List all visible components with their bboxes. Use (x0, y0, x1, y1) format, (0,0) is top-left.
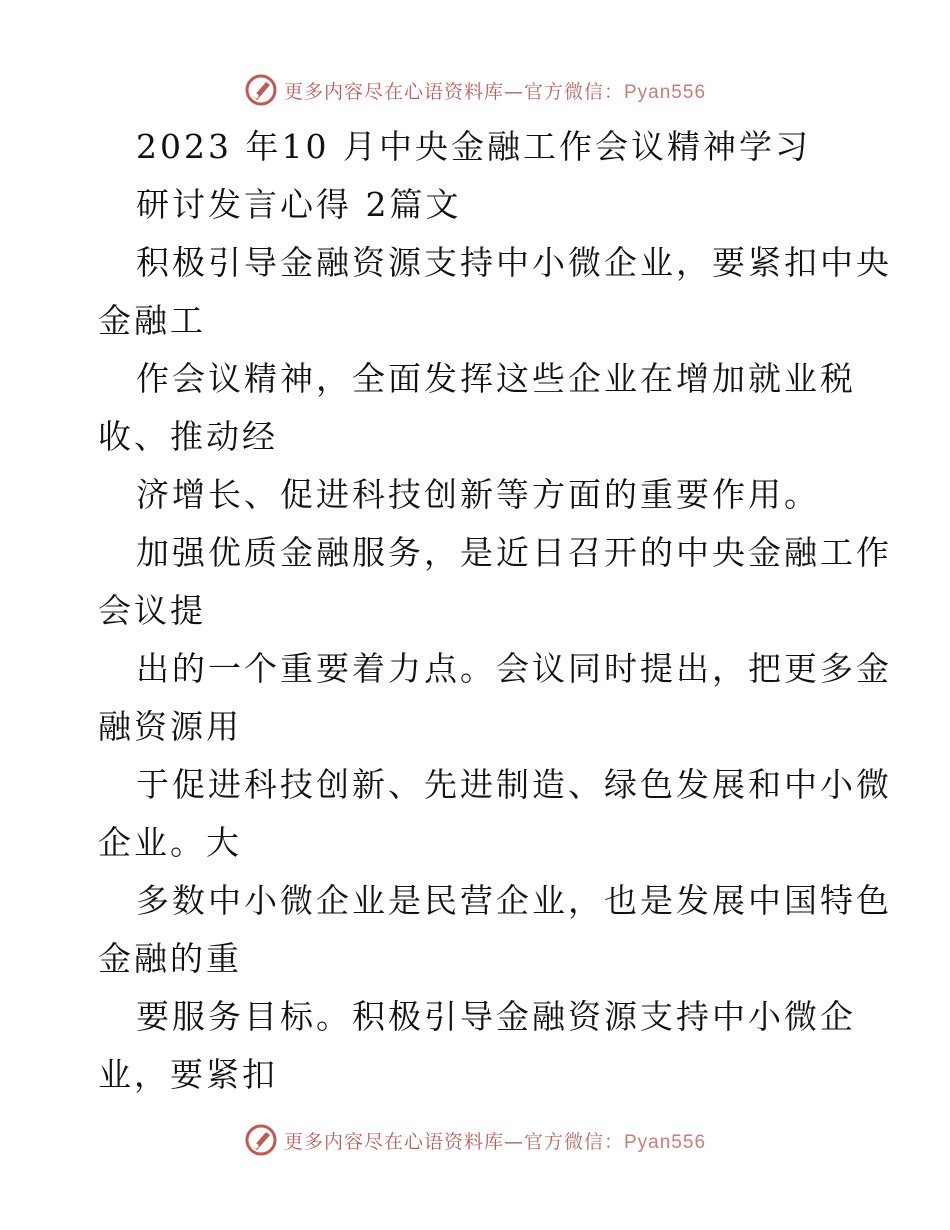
paragraph-line: 金融工 (98, 301, 206, 340)
paragraph-line: 收、推动经 (98, 417, 278, 456)
paragraph-line: 会议提 (98, 591, 206, 630)
watermark-text (284, 77, 706, 104)
paragraph-line: 多数中小微企业是民营企业，也是发展中国特色 (136, 881, 892, 920)
watermark-wechat-id: Pyan556 (624, 1131, 707, 1153)
watermark-separator: — (503, 80, 524, 103)
pen-circle-icon (244, 73, 278, 107)
paragraph-line: 积极引导金融资源支持中小微企业，要紧扣中央 (136, 243, 892, 282)
watermark-wechat-label: 官方微信： (523, 80, 624, 103)
header-watermark (0, 72, 950, 108)
paragraph-line: 济增长、促进科技创新等方面的重要作用。 (136, 475, 820, 514)
paragraph-line: 业，要紧扣 (98, 1055, 278, 1094)
paragraph-line: 作会议精神，全面发挥这些企业在增加就业税 (136, 359, 856, 398)
paragraph-line: 金融的重 (98, 939, 242, 978)
document-title-line: 2023 年10 月中央金融工作会议精神学习 (136, 127, 811, 166)
pen-circle-icon (244, 1123, 278, 1157)
paragraph-line: 加强优质金融服务，是近日召开的中央金融工作 (136, 533, 892, 572)
watermark-brand: 更多内容尽在心语资料库 (283, 80, 504, 103)
paragraph-line: 于促进科技创新、先进制造、绿色发展和中小微 (136, 765, 892, 804)
document-body (98, 118, 892, 1104)
paragraph-line: 出的一个重要着力点。会议同时提出，把更多金 (136, 649, 892, 688)
document-title-line: 研讨发言心得 2篇文 (136, 185, 462, 224)
paragraph-line: 企业。大 (98, 823, 242, 862)
watermark-brand: 更多内容尽在心语资料库 (283, 1130, 504, 1153)
watermark-separator: — (503, 1130, 524, 1153)
footer-watermark (0, 1122, 950, 1158)
paragraph-line: 要服务目标。积极引导金融资源支持中小微企 (136, 997, 856, 1036)
watermark-wechat-id: Pyan556 (624, 81, 707, 103)
watermark-text (284, 1127, 706, 1154)
paragraph-line: 融资源用 (98, 707, 242, 746)
watermark-wechat-label: 官方微信： (523, 1130, 624, 1153)
